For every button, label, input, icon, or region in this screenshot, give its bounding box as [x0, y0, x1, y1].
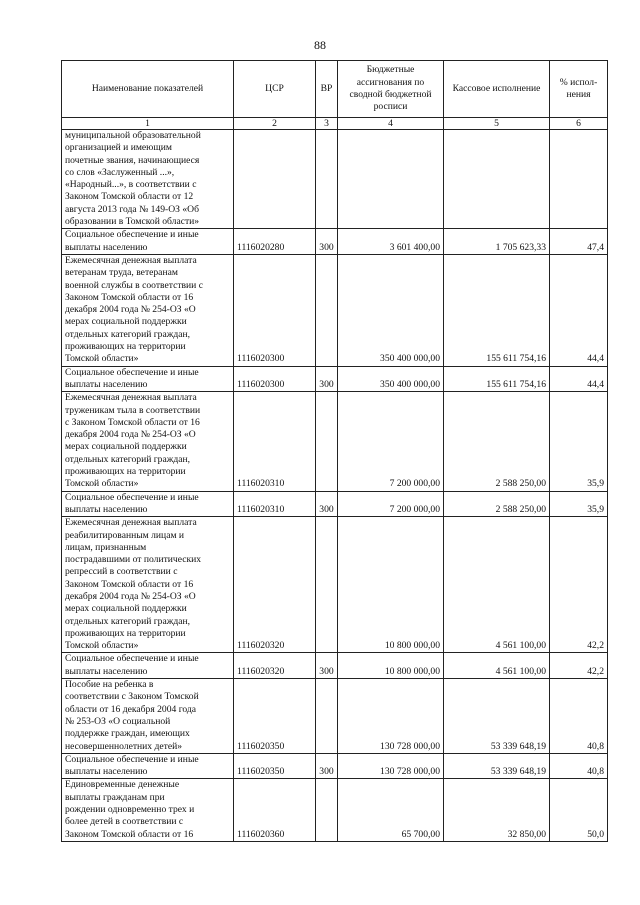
- budget-allocation-cell: 7 200 000,00: [338, 392, 444, 491]
- csr-code-cell: 1116020350: [234, 679, 316, 754]
- indicator-name-cell: [62, 130, 234, 229]
- indicator-name-cell: [62, 753, 234, 779]
- table-row: [62, 130, 608, 229]
- execution-percent-cell: 35,9: [550, 392, 608, 491]
- indicator-name-line: отдельных категорий граждан,: [65, 328, 191, 340]
- indicator-name-line: отдельных категорий граждан,: [65, 453, 191, 465]
- indicator-name-line: выплаты населению: [65, 241, 148, 253]
- csr-code-cell: 1116020320: [234, 653, 316, 679]
- table-body: [62, 130, 608, 842]
- csr-code-cell: [234, 130, 316, 229]
- header-execution-percent: % испол-нения: [550, 61, 608, 118]
- indicator-name-line: выплаты населению: [65, 378, 148, 390]
- vr-code-cell: [316, 779, 338, 841]
- csr-code-cell: 1116020360: [234, 779, 316, 841]
- budget-execution-table: [61, 60, 608, 842]
- csr-code-cell: 1116020300: [234, 254, 316, 366]
- indicator-name-line: военной службы в соответствии с: [65, 279, 203, 291]
- budget-allocation-cell: 10 800 000,00: [338, 653, 444, 679]
- vr-code-cell: [316, 517, 338, 653]
- table-row: [62, 517, 608, 653]
- indicator-name-line: августа 2013 года № 149-ОЗ «Об: [65, 203, 199, 215]
- execution-percent-cell: 44,4: [550, 366, 608, 392]
- table-row: [62, 779, 608, 841]
- vr-code-cell: [316, 679, 338, 754]
- csr-code-cell: 1116020350: [234, 753, 316, 779]
- indicator-name-line: Единовременные денежные: [65, 779, 180, 791]
- cash-execution-cell: 53 339 648,19: [444, 753, 550, 779]
- execution-percent-cell: 42,2: [550, 653, 608, 679]
- indicator-name-line: поддержке граждан, имеющих: [65, 728, 190, 740]
- budget-allocation-cell: [338, 130, 444, 229]
- indicator-name-line: декабря 2004 года № 254-ОЗ «О: [65, 429, 196, 441]
- indicator-name-line: с Законом Томской области от 16: [65, 416, 200, 428]
- indicator-name-line: Социальное обеспечение и иные: [65, 229, 199, 241]
- table-row: [62, 753, 608, 779]
- indicator-name-line: пострадавшими от политических: [65, 554, 202, 566]
- cash-execution-cell: 4 561 100,00: [444, 517, 550, 653]
- indicator-name-cell: [62, 679, 234, 754]
- indicator-name-line: Ежемесячная денежная выплата: [65, 392, 197, 404]
- budget-allocation-cell: 130 728 000,00: [338, 753, 444, 779]
- indicator-name-cell: [62, 229, 234, 255]
- vr-code-cell: 300: [316, 491, 338, 517]
- table-row: [62, 254, 608, 366]
- indicator-name-line: Пособие на ребенка в: [65, 679, 154, 691]
- table-row: [62, 679, 608, 754]
- csr-code-cell: 1116020310: [234, 392, 316, 491]
- cash-execution-cell: [444, 130, 550, 229]
- budget-allocation-cell: 3 601 400,00: [338, 229, 444, 255]
- execution-percent-cell: 47,4: [550, 229, 608, 255]
- cash-execution-cell: 155 611 754,16: [444, 254, 550, 366]
- indicator-name-line: Ежемесячная денежная выплата: [65, 517, 197, 529]
- cash-execution-cell: 1 705 623,33: [444, 229, 550, 255]
- execution-percent-cell: 40,8: [550, 679, 608, 754]
- indicator-name-line: реабилитированным лицам и: [65, 529, 185, 541]
- indicator-name-line: со слов «Заслуженный ...»,: [65, 166, 175, 178]
- indicator-name-cell: [62, 254, 234, 366]
- indicator-name-line: проживающих на территории: [65, 466, 186, 478]
- indicator-name-line: Законом Томской области от 16: [65, 291, 194, 303]
- table-header-row: [62, 61, 608, 118]
- vr-code-cell: 300: [316, 229, 338, 255]
- vr-code-cell: 300: [316, 653, 338, 679]
- indicator-name-cell: [62, 366, 234, 392]
- indicator-name-line: мерах социальной поддержки: [65, 316, 187, 328]
- column-index: 6: [550, 118, 608, 130]
- indicator-name-cell: [62, 517, 234, 653]
- table-row: [62, 229, 608, 255]
- budget-allocation-cell: 65 700,00: [338, 779, 444, 841]
- indicator-name-line: Ежемесячная денежная выплата: [65, 254, 197, 266]
- cash-execution-cell: 2 588 250,00: [444, 491, 550, 517]
- execution-percent-cell: 40,8: [550, 753, 608, 779]
- vr-code-cell: [316, 254, 338, 366]
- indicator-name-line: выплаты гражданам при: [65, 791, 165, 803]
- indicator-name-cell: [62, 491, 234, 517]
- indicator-name-line: Законом Томской области от 16: [65, 828, 194, 840]
- indicator-name-line: более детей в соответствии с: [65, 816, 184, 828]
- indicator-name-line: декабря 2004 года № 254-ОЗ «О: [65, 590, 196, 602]
- execution-percent-cell: 44,4: [550, 254, 608, 366]
- column-index: 2: [234, 118, 316, 130]
- indicator-name-line: проживающих на территории: [65, 627, 186, 639]
- table-row: [62, 366, 608, 392]
- budget-allocation-cell: 130 728 000,00: [338, 679, 444, 754]
- indicator-name-line: лицам, признанным: [65, 541, 147, 553]
- indicator-name-cell: [62, 392, 234, 491]
- indicator-name-line: выплаты населению: [65, 766, 148, 778]
- indicator-name-line: труженикам тыла в соответствии: [65, 404, 201, 416]
- execution-percent-cell: 50,0: [550, 779, 608, 841]
- indicator-name-line: № 253-ОЗ «О социальной: [65, 715, 171, 727]
- indicator-name-line: мерах социальной поддержки: [65, 603, 187, 615]
- budget-allocation-cell: 7 200 000,00: [338, 491, 444, 517]
- table-column-index-row: [62, 118, 608, 130]
- indicator-name-line: Социальное обеспечение и иные: [65, 753, 199, 765]
- indicator-name-line: области от 16 декабря 2004 года: [65, 703, 197, 715]
- header-indicator-name: Наименование показателей: [62, 61, 234, 118]
- table-row: [62, 491, 608, 517]
- indicator-name-line: Социальное обеспечение и иные: [65, 653, 199, 665]
- budget-allocation-cell: 10 800 000,00: [338, 517, 444, 653]
- budget-allocation-cell: 350 400 000,00: [338, 366, 444, 392]
- csr-code-cell: 1116020320: [234, 517, 316, 653]
- execution-percent-cell: 35,9: [550, 491, 608, 517]
- indicator-name-line: Томской области»: [65, 353, 139, 365]
- execution-percent-cell: [550, 130, 608, 229]
- csr-code-cell: 1116020300: [234, 366, 316, 392]
- indicator-name-line: отдельных категорий граждан,: [65, 615, 191, 627]
- indicator-name-line: репрессий в соответствии с: [65, 566, 178, 578]
- indicator-name-line: Томской области»: [65, 640, 139, 652]
- column-index: 5: [444, 118, 550, 130]
- indicator-name-line: муниципальной образовательной: [65, 130, 201, 141]
- vr-code-cell: [316, 130, 338, 229]
- vr-code-cell: 300: [316, 366, 338, 392]
- indicator-name-line: выплаты населению: [65, 503, 148, 515]
- cash-execution-cell: 2 588 250,00: [444, 392, 550, 491]
- header-budget-allocations: Бюджетные ассигнования по сводной бюджетной росписи: [338, 61, 444, 118]
- indicator-name-cell: [62, 779, 234, 841]
- indicator-name-line: образовании в Томской области»: [65, 216, 200, 228]
- cash-execution-cell: 4 561 100,00: [444, 653, 550, 679]
- table-row: [62, 653, 608, 679]
- vr-code-cell: [316, 392, 338, 491]
- column-index: 3: [316, 118, 338, 130]
- indicator-name-line: соответствии с Законом Томской: [65, 691, 199, 703]
- indicator-name-line: Законом Томской области от 16: [65, 578, 194, 590]
- indicator-name-line: несовершеннолетних детей»: [65, 740, 183, 752]
- indicator-name-line: Томской области»: [65, 478, 139, 490]
- indicator-name-line: Социальное обеспечение и иные: [65, 491, 199, 503]
- header-vr: ВР: [316, 61, 338, 118]
- indicator-name-line: Законом Томской области от 12: [65, 191, 194, 203]
- execution-percent-cell: 42,2: [550, 517, 608, 653]
- indicator-name-line: ветеранам труда, ветеранам: [65, 267, 178, 279]
- indicator-name-cell: [62, 653, 234, 679]
- column-index: 4: [338, 118, 444, 130]
- indicator-name-line: Социальное обеспечение и иные: [65, 366, 199, 378]
- page-number: 88: [314, 38, 326, 52]
- indicator-name-line: декабря 2004 года № 254-ОЗ «О: [65, 304, 196, 316]
- header-cash-execution: Кассовое исполнение: [444, 61, 550, 118]
- indicator-name-line: выплаты населению: [65, 665, 148, 677]
- csr-code-cell: 1116020310: [234, 491, 316, 517]
- indicator-name-line: почетные звания, начинающиеся: [65, 154, 200, 166]
- indicator-name-line: рождении одновременно трех и: [65, 804, 195, 816]
- cash-execution-cell: 32 850,00: [444, 779, 550, 841]
- indicator-name-line: «Народный...», в соответствии с: [65, 179, 197, 191]
- indicator-name-line: мерах социальной поддержки: [65, 441, 187, 453]
- indicator-name-line: организацией и имеющим: [65, 142, 172, 154]
- budget-allocation-cell: 350 400 000,00: [338, 254, 444, 366]
- table-row: [62, 392, 608, 491]
- cash-execution-cell: 53 339 648,19: [444, 679, 550, 754]
- vr-code-cell: 300: [316, 753, 338, 779]
- cash-execution-cell: 155 611 754,16: [444, 366, 550, 392]
- csr-code-cell: 1116020280: [234, 229, 316, 255]
- column-index: 1: [62, 118, 234, 130]
- indicator-name-line: проживающих на территории: [65, 341, 186, 353]
- header-csr: ЦСР: [234, 61, 316, 118]
